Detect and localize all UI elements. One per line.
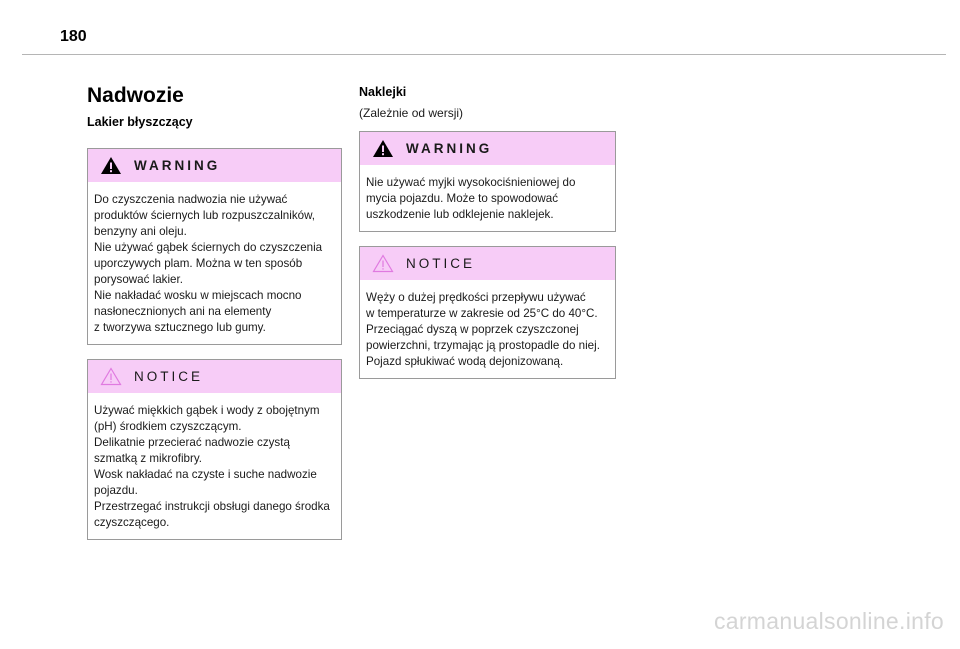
notice-label: NOTICE — [406, 256, 476, 271]
notice-box-text — [88, 393, 341, 539]
text-line: Do czyszczenia nadwozia nie używać — [94, 193, 288, 206]
warning-box-paint — [87, 148, 342, 345]
warning-triangle-filled-icon — [100, 156, 122, 175]
text-line: pojazdu. — [94, 484, 138, 497]
text-line: Wosk nakładać na czyste i suche nadwozie — [94, 468, 317, 481]
text-line: Przeciągać dyszą w poprzek czyszczonej — [366, 323, 579, 336]
text-line: czyszczącego. — [94, 516, 170, 529]
text-line: (pH) środkiem czyszczącym. — [94, 420, 242, 433]
text-line: powierzchni, trzymając ją prostopadle do niej. — [366, 339, 600, 352]
warning-label: WARNING — [406, 141, 493, 156]
text-line: Nie używać myjki wysokociśnieniowej do — [366, 176, 576, 189]
warning-label: WARNING — [134, 158, 221, 173]
text-line: w temperaturze w zakresie od 25°C do 40°C. — [366, 307, 598, 320]
warning-box-stickers — [359, 131, 616, 232]
notice-box-stickers — [359, 246, 616, 379]
text-line: benzyny ani oleju. — [94, 225, 187, 238]
notice-box-header — [360, 247, 615, 280]
right-column — [359, 84, 616, 393]
left-column — [87, 84, 342, 554]
text-line: szmatką z mikrofibry. — [94, 452, 203, 465]
text-line: uporczywych plam. Można w ten sposób — [94, 257, 303, 270]
text-line: mycia pojazdu. Może to spowodować — [366, 192, 559, 205]
text-line: Pojazd spłukiwać wodą dejonizowaną. — [366, 355, 564, 368]
warning-box-header — [88, 149, 341, 182]
text-line: Nie używać gąbek ściernych do czyszczenia — [94, 241, 323, 254]
warning-box-header — [360, 132, 615, 165]
header-divider — [22, 54, 946, 55]
text-line: nasłonecznionych ani na elementy — [94, 305, 272, 318]
text-line: porysować lakier. — [94, 273, 183, 286]
version-note: (Zależnie od wersji) — [359, 106, 464, 120]
text-line: Delikatnie przecierać nadwozie czystą — [94, 436, 290, 449]
text-line: Używać miękkich gąbek i wody z obojętnym — [94, 404, 320, 417]
text-line: z tworzywa sztucznego lub gumy. — [94, 321, 266, 334]
notice-label: NOTICE — [134, 369, 204, 384]
warning-box-text — [360, 165, 615, 231]
warning-box-text — [88, 182, 341, 344]
text-line: uszkodzenie lub odklejenie naklejek. — [366, 208, 554, 221]
page-number: 180 — [60, 28, 87, 45]
notice-triangle-outline-icon — [372, 254, 394, 273]
notice-box-header — [88, 360, 341, 393]
notice-triangle-outline-icon — [100, 367, 122, 386]
notice-box-paint — [87, 359, 342, 540]
notice-box-text — [360, 280, 615, 378]
text-line: Przestrzegać instrukcji obsługi danego środka — [94, 500, 330, 513]
text-line: Węży o dużej prędkości przepływu używać — [366, 291, 586, 304]
warning-triangle-filled-icon — [372, 139, 394, 158]
text-line: Nie nakładać wosku w miejscach mocno — [94, 289, 302, 302]
section-title: Nadwozie — [87, 84, 184, 107]
subsection-title-paint: Lakier błyszczący — [87, 115, 193, 129]
watermark: carmanualsonline.info — [713, 608, 944, 634]
subsection-title-stickers: Naklejki — [359, 85, 407, 99]
text-line: produktów ściernych lub rozpuszczalników, — [94, 209, 316, 222]
